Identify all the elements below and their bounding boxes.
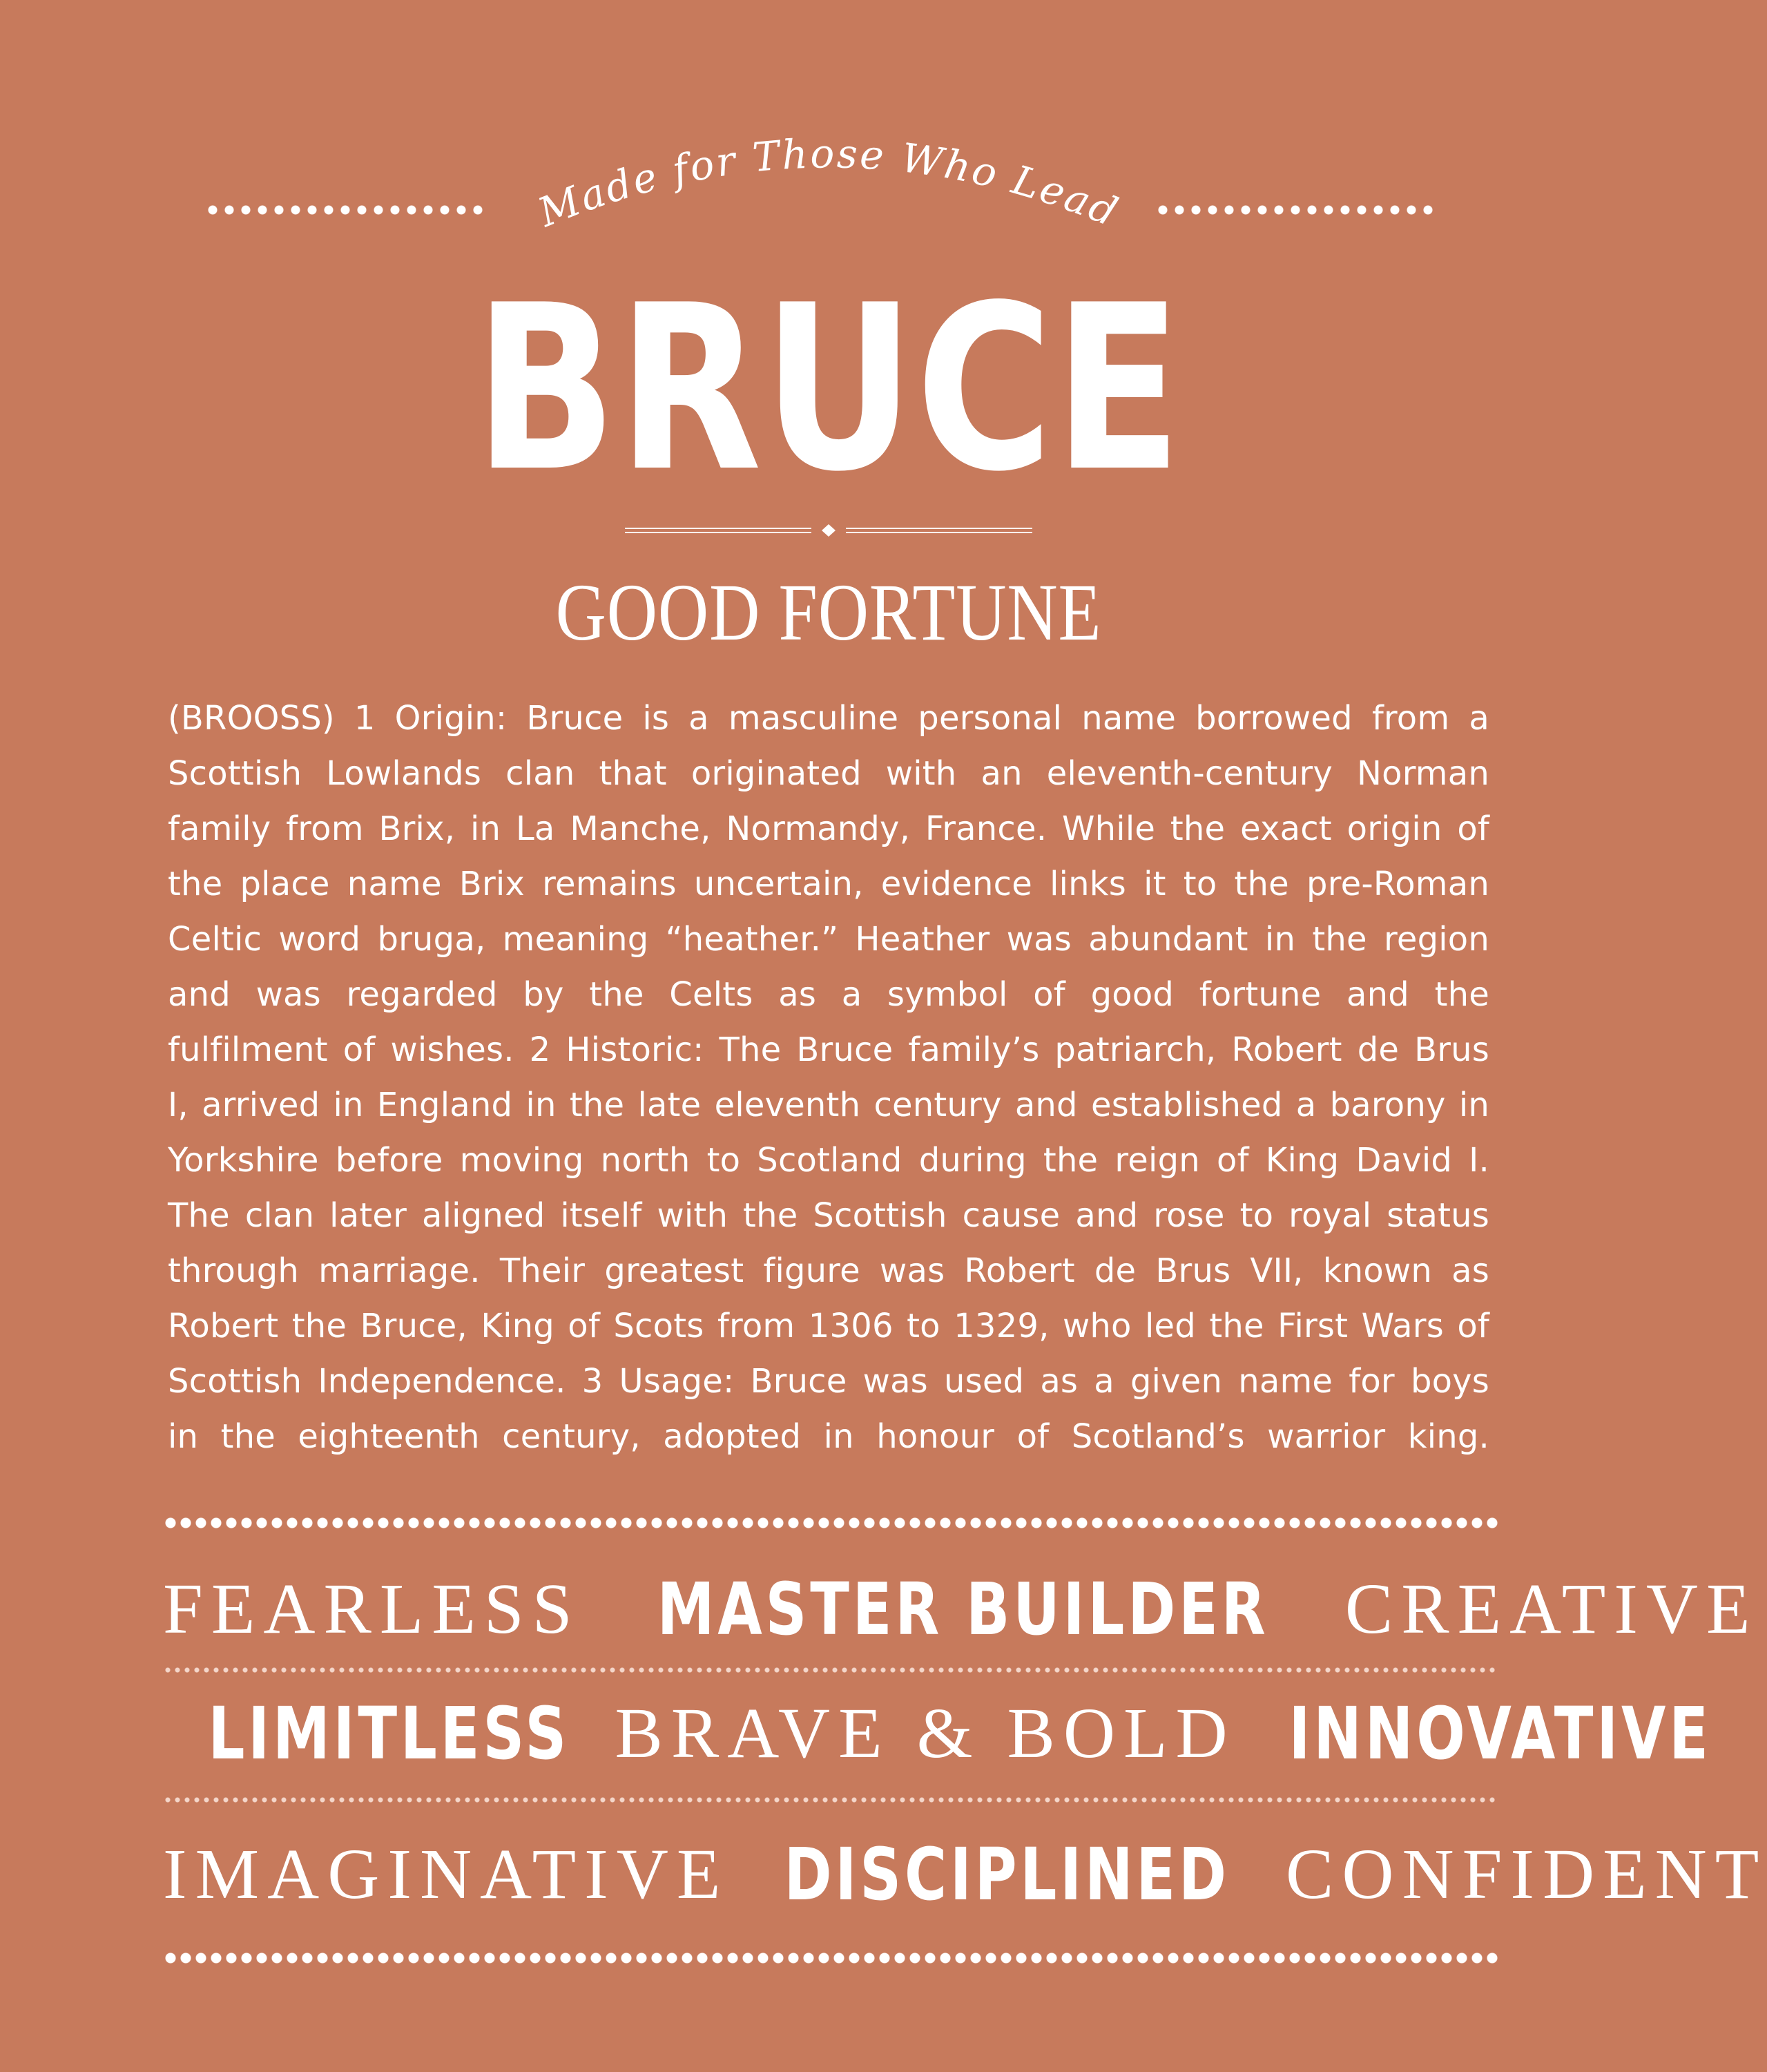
dotted-rule-top [163, 1517, 1498, 1529]
description-line: (BROOSS) 1 Origin: Bruce is a masculine personal name borrowed from a [168, 699, 1489, 738]
description-line: I, arrived in England in the late eleventh century and established a barony in [168, 1086, 1489, 1124]
description-line: Scottish Independence. 3 Usage: Bruce was used as a given name for boys [168, 1362, 1489, 1401]
trait-word: CONFIDENT [1285, 1834, 1767, 1914]
description-line: The clan later aligned itself with the Scottish cause and rose to royal status [168, 1196, 1489, 1235]
trait-word: DISCIPLINED [784, 1832, 1230, 1917]
trait-word: INNOVATIVE [1288, 1691, 1712, 1776]
dotted-separator [163, 1797, 1498, 1803]
trait-word: IMAGINATIVE [163, 1834, 729, 1914]
tagline-dots-right [1155, 204, 1436, 215]
trait-word: BRAVE & BOLD [615, 1694, 1236, 1773]
traits-row-1 [163, 1561, 1759, 1658]
description-line: family from Brix, in La Manche, Normandy, France. While the exact origin of [168, 809, 1489, 848]
diamond-icon [822, 524, 836, 537]
ornament-divider [625, 522, 1032, 539]
trait-word: CREATIVE [1344, 1569, 1759, 1649]
traits-row-2 [163, 1685, 1712, 1782]
description-line: fulfilment of wishes. 2 Historic: The Bruce family’s patriarch, Robert de Brus [168, 1030, 1489, 1069]
dotted-rule-bottom [163, 1952, 1498, 1964]
description-line: Celtic word bruga, meaning “heather.” Heather was abundant in the region [168, 920, 1489, 959]
description-line: and was regarded by the Celts as a symbol of good fortune and the [168, 975, 1489, 1014]
tagline-arc [525, 97, 1132, 249]
tagline: Made for Those Who Lead [532, 130, 1126, 237]
trait-word: FEARLESS [163, 1569, 581, 1649]
name-meaning: GOOD FORTUNE [555, 567, 1102, 658]
description-line: Scottish Lowlands clan that originated with an eleventh-century Norman [168, 754, 1489, 793]
tagline-dots-left [204, 204, 486, 215]
svg-text:Made for Those Who Lead [531, 130, 1126, 236]
description-line: Yorkshire before moving north to Scotland during the reign of King David I. [168, 1141, 1489, 1180]
trait-word: MASTER BUILDER [657, 1567, 1269, 1651]
name-description [168, 691, 1489, 1464]
description-line: the place name Brix remains uncertain, evidence links it to the pre-Roman [168, 865, 1489, 903]
dotted-separator [163, 1667, 1498, 1673]
description-line: Robert the Bruce, King of Scots from 1306 to 1329, who led the First Wars of [168, 1307, 1489, 1345]
trait-word: LIMITLESS [208, 1691, 570, 1776]
name-title: BRUCE [474, 256, 1183, 521]
description-line: through marriage. Their greatest figure was Robert de Brus VII, known as [168, 1251, 1489, 1290]
traits-row-3 [163, 1826, 1767, 1923]
description-line: in the eighteenth century, adopted in honour of Scotland’s warrior king. [168, 1417, 1489, 1456]
